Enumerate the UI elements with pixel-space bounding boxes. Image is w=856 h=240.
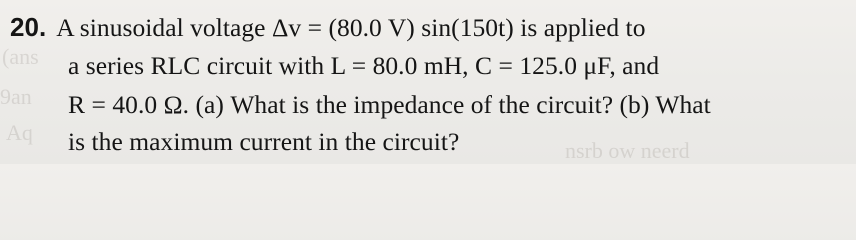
- problem-text-line-3: R = 40.0 Ω. (a) What is the impedance of the circuit? (b) What: [68, 90, 711, 119]
- problem-line: [10, 12, 646, 43]
- bleed-through-text: (ans: [2, 44, 39, 69]
- problem-text-line-4: is the maximum current in the circuit?: [68, 127, 460, 156]
- bleed-through-text: 9an: [0, 84, 32, 109]
- problem-number: 20.: [10, 12, 47, 42]
- bleed-through-text: Aq: [6, 120, 33, 145]
- bleed-through-text: nsrb ow neerd: [565, 138, 690, 163]
- problem-text-line-1: A sinusoidal voltage Δv = (80.0 V) sin(150t) is applied to: [56, 13, 646, 42]
- problem-text-line-2: a series RLC circuit with L = 80.0 mH, C = 125.0 μF, and: [68, 51, 660, 80]
